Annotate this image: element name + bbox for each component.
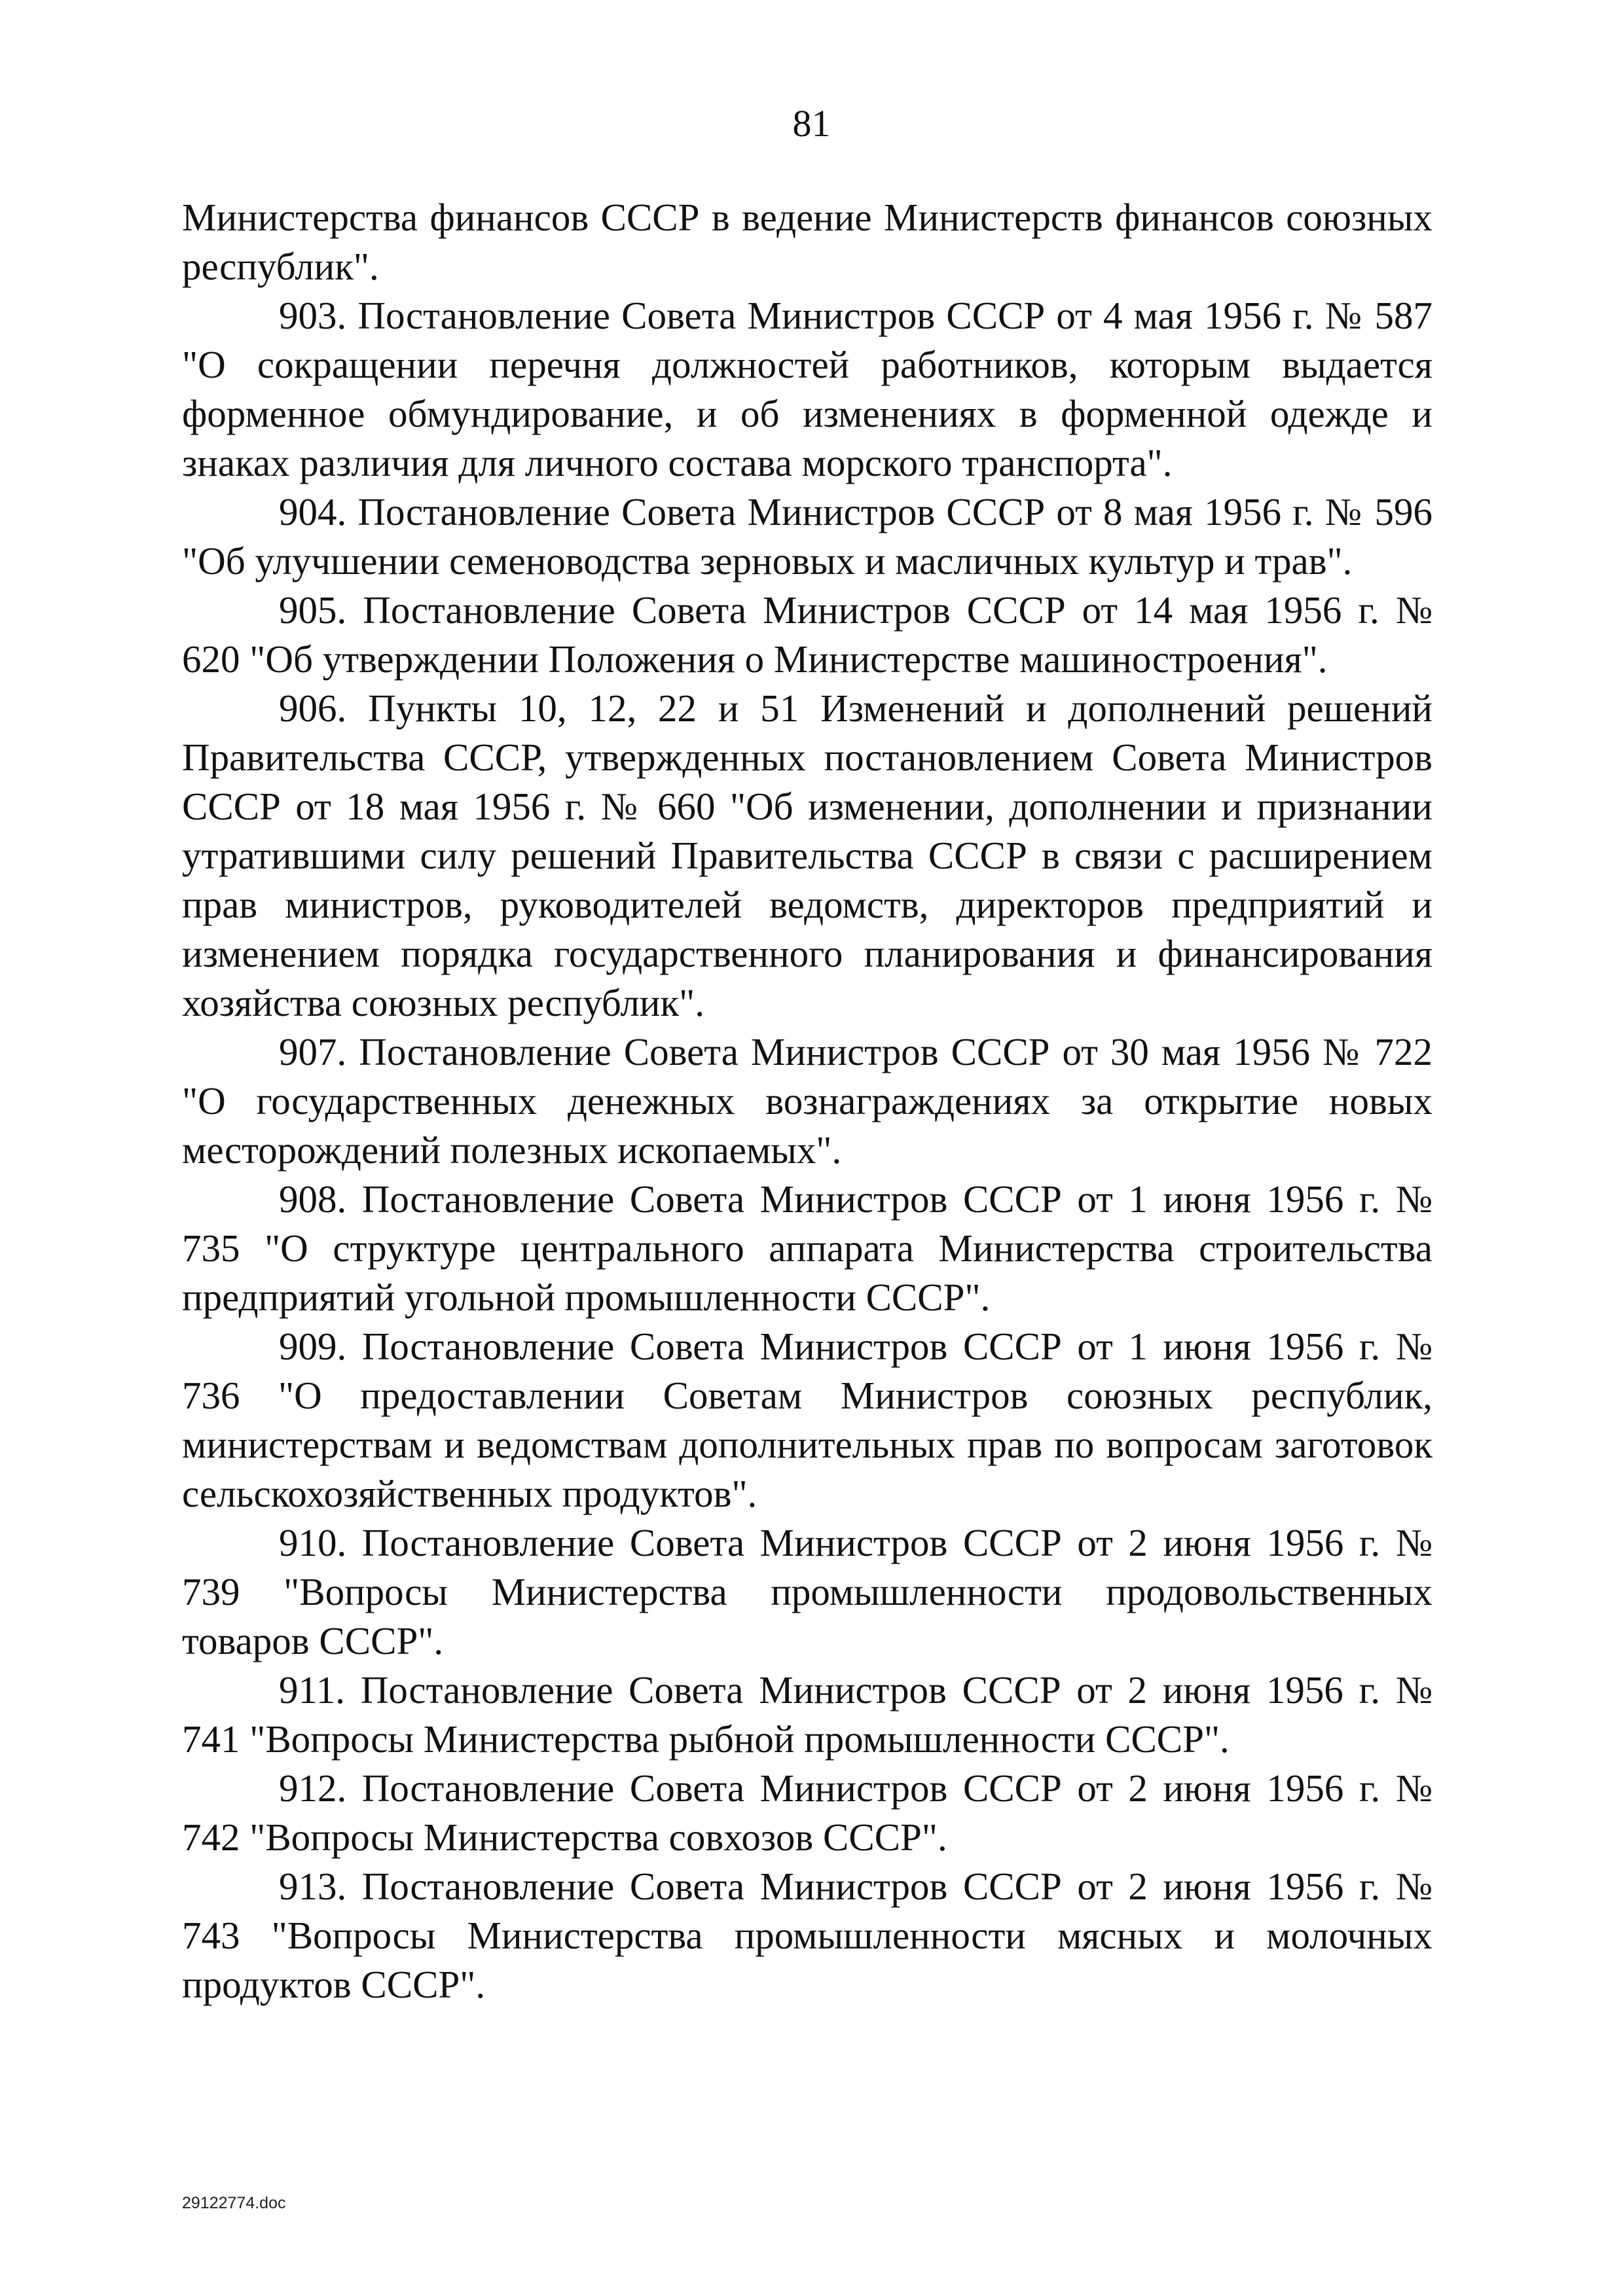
list-item-912: 912. Постановление Совета Министров СССР от 2 июня 1956 г. № 742 "Вопросы Министерства совхозов СССР". [182,1767,1432,1859]
paragraph-continued: Министерства финансов СССР в ведение Министерств финансов союзных республик". [182,196,1432,288]
document-body [182,193,1432,2009]
list-item-909: 909. Постановление Совета Министров СССР от 1 июня 1956 г. № 736 "О предоставлении Советам Министров союзных республик, министерствам и ведомствам дополнительных прав по вопросам заготовок сельскохозяйственных продуктов". [182,1325,1432,1515]
list-item-905: 905. Постановление Совета Министров СССР от 14 мая 1956 г. № 620 "Об утверждении Положения о Министерстве машиностроения". [182,588,1432,681]
list-item-904: 904. Постановление Совета Министров СССР от 8 мая 1956 г. № 596 "Об улучшении семеноводства зерновых и масличных культур и трав". [182,490,1432,583]
list-item-903: 903. Постановление Совета Министров СССР от 4 мая 1956 г. № 587 "О сокращении перечня должностей работников, которым выдается форменное обмундирование, и об изменениях в форменной одежде и знаках различия для личного состава морского транспорта". [182,294,1432,484]
list-item-910: 910. Постановление Совета Министров СССР от 2 июня 1956 г. № 739 "Вопросы Министерства промышленности продовольственных товаров СССР". [182,1521,1432,1662]
page-number: 81 [792,102,831,145]
list-item-907: 907. Постановление Совета Министров СССР от 30 мая 1956 № 722 "О государственных денежных вознаграждениях за открытие новых месторождений полезных ископаемых". [182,1030,1432,1172]
list-item-908: 908. Постановление Совета Министров СССР от 1 июня 1956 г. № 735 "О структуре центрального аппарата Министерства строительства предприятий угольной промышленности СССР". [182,1177,1432,1319]
list-item-913: 913. Постановление Совета Министров СССР от 2 июня 1956 г. № 743 "Вопросы Министерства промышленности мясных и молочных продуктов СССР". [182,1865,1432,2006]
document-file-code: 29122774.doc [182,2194,286,2212]
list-item-906: 906. Пункты 10, 12, 22 и 51 Изменений и дополнений решений Правительства СССР, утвержденных постановлением Совета Министров СССР от 18 мая 1956 г. № 660 "Об изменении, дополнении и признании утратившими силу решений Правительства СССР в связи с расширением прав министров, руководителей ведомств, директоров предприятий и изменением порядка государственного планирования и финансирования хозяйства союзных республик". [182,687,1432,1024]
list-item-911: 911. Постановление Совета Министров СССР от 2 июня 1956 г. № 741 "Вопросы Министерства рыбной промышленности СССР". [182,1668,1432,1761]
